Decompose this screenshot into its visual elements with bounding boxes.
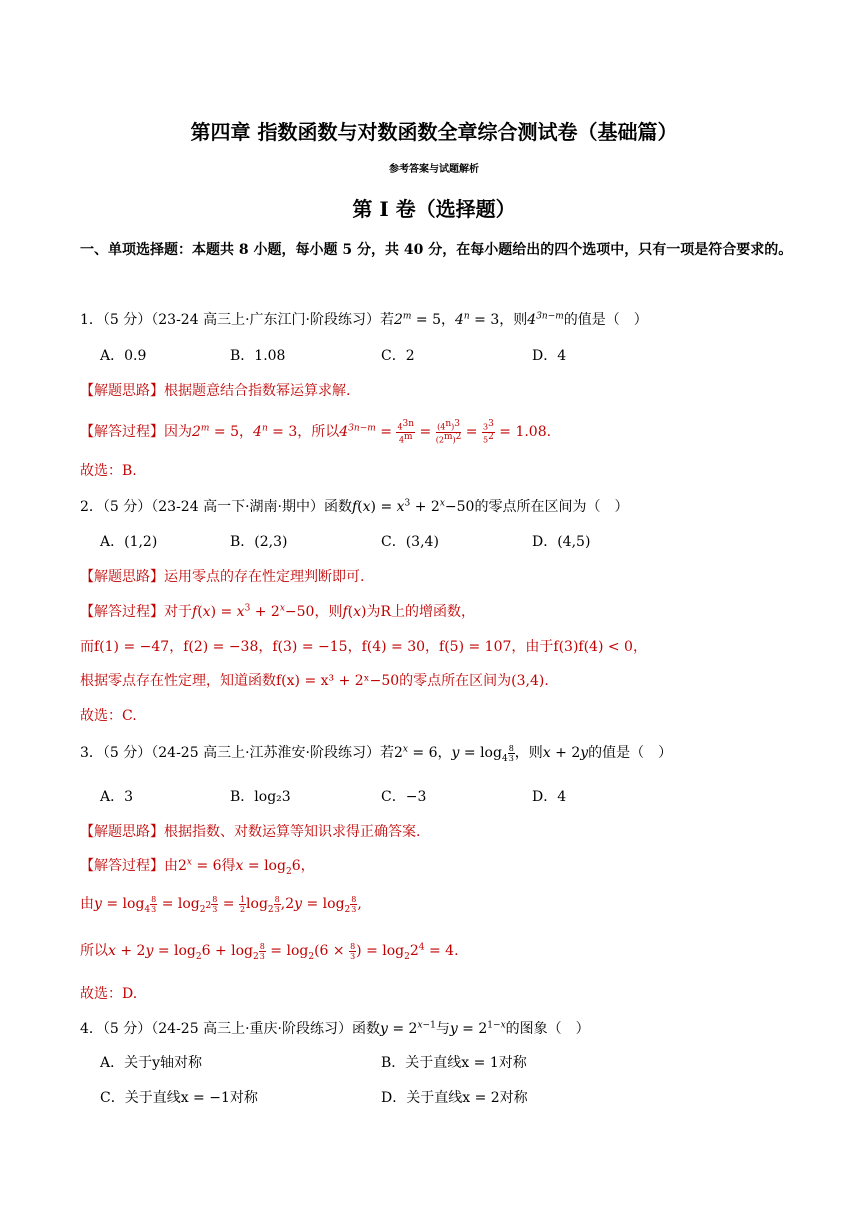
question-4-option-c: C．关于直线x = −1对称 <box>100 1090 258 1106</box>
page-subtitle: 参考答案与试题解析 <box>389 164 479 175</box>
volume-heading: 第 I 卷（选择题） <box>352 197 516 221</box>
page-title: 第四章 指数函数与对数函数全章综合测试卷（基础篇） <box>190 120 678 144</box>
question-4-option-b: B．关于直线x = 1对称 <box>381 1055 527 1071</box>
question-1-option-b: B．1.08 <box>230 348 286 364</box>
question-2-stem: 2．（5 分）（23-24 高一下·湖南·期中）函数$f(x) = x^3 + 2^x-50$的零点所在区间为（ ） <box>80 498 629 515</box>
question-3-process-1: 【解答过程】由$2^x = 6$得$x = \log_26$， <box>80 857 315 877</box>
question-3-answer: 故选：D. <box>80 986 138 1002</box>
question-3-option-d: D．4 <box>532 789 567 805</box>
question-2-process-2: 而f(1) = −47，f(2) = −38，f(3) = −15，f(4) = 30，f(5) = 107，由于f(3)f(4) < 0， <box>80 639 647 655</box>
section-header: 一、单项选择题：本题共 8 小题，每小题 5 分，共 40 分，在每小题给出的四个选项中，只有一项是符合要求的。 <box>80 242 793 258</box>
question-3-process-3: 所以$x + 2y = \log_26 + \log_2$ $\frac{8}{3}$ = $\log_2(6$ × $\frac{8}{3}$ ) = $\log_22^4 = 4$. <box>80 941 459 962</box>
question-2-option-a: A．(1,2) <box>100 534 158 550</box>
question-2-option-c: C．(3,4) <box>381 534 439 550</box>
question-2-idea: 【解题思路】运用零点的存在性定理判断即可. <box>80 569 365 585</box>
question-2-option-d: D．(4,5) <box>532 534 591 550</box>
question-2-option-b: B．(2,3) <box>230 534 288 550</box>
question-4-option-a: A．关于y轴对称 <box>100 1055 203 1071</box>
question-3-stem: 3．（5 分）（24-25 高三上·江苏淮安·阶段练习）若$2^x = 6$，$y = \log_4$ $\frac{8}{3}$ ，则x + 2y的值是（ ） <box>80 743 673 764</box>
question-2-process-1: 【解答过程】对于$f(x) = x^3 + 2^x-50$，则f(x)为R上的增函数， <box>80 603 476 620</box>
question-3-option-b: B．log₂3 <box>230 789 291 805</box>
question-3-option-c: C．−3 <box>381 789 427 805</box>
question-1-option-d: D．4 <box>532 348 567 364</box>
question-3-idea: 【解题思路】根据指数、对数运算等知识求得正确答案. <box>80 824 421 840</box>
question-2-answer: 故选：C. <box>80 708 137 724</box>
question-1-option-c: C．2 <box>381 348 415 364</box>
question-3-process-2: 由$y = \log_4$ $\frac{8}{3}$ = $\log_{2^2}$ $\frac{8}{3}$ = $\frac{1}{2}$ $\log_2$ $\frac{8}{3}$ $,2y = \log_2$ $\frac{8}{3}$ , <box>80 894 362 915</box>
question-2-process-3: 根据零点存在性定理，知道函数f(x) = x³ + 2ˣ−50的零点所在区间为(3,4). <box>80 673 549 689</box>
question-1-idea: 【解题思路】根据题意结合指数幂运算求解. <box>80 383 351 399</box>
question-1-option-a: A．0.9 <box>100 348 147 364</box>
question-4-option-d: D．关于直线x = 2对称 <box>381 1090 528 1106</box>
question-1-process: 【解答过程】因为$2^m = 5$，$4^n = 3$，所以$4^{3n-m}$ = $\frac{4^{3n}}{4^m}$ = $\frac{(4^n)^3}{(2^m)^2}$ = $\frac{3^3}{5^2}$ = 1.08. <box>80 419 552 445</box>
question-3-option-a: A．3 <box>100 789 134 805</box>
question-4-stem: 4．（5 分）（24-25 高三上·重庆·阶段练习）函数$y = 2^{x-1}$与$y = 2^{1-x}$的图象（ ） <box>80 1020 590 1037</box>
question-1-stem: 1．（5 分）（23-24 高三上·广东江门·阶段练习）若$2^m = 5$，$4^n = 3$，则$4^{3n-m}$的值是（ ） <box>80 311 648 328</box>
question-1-answer: 故选：B. <box>80 463 137 479</box>
